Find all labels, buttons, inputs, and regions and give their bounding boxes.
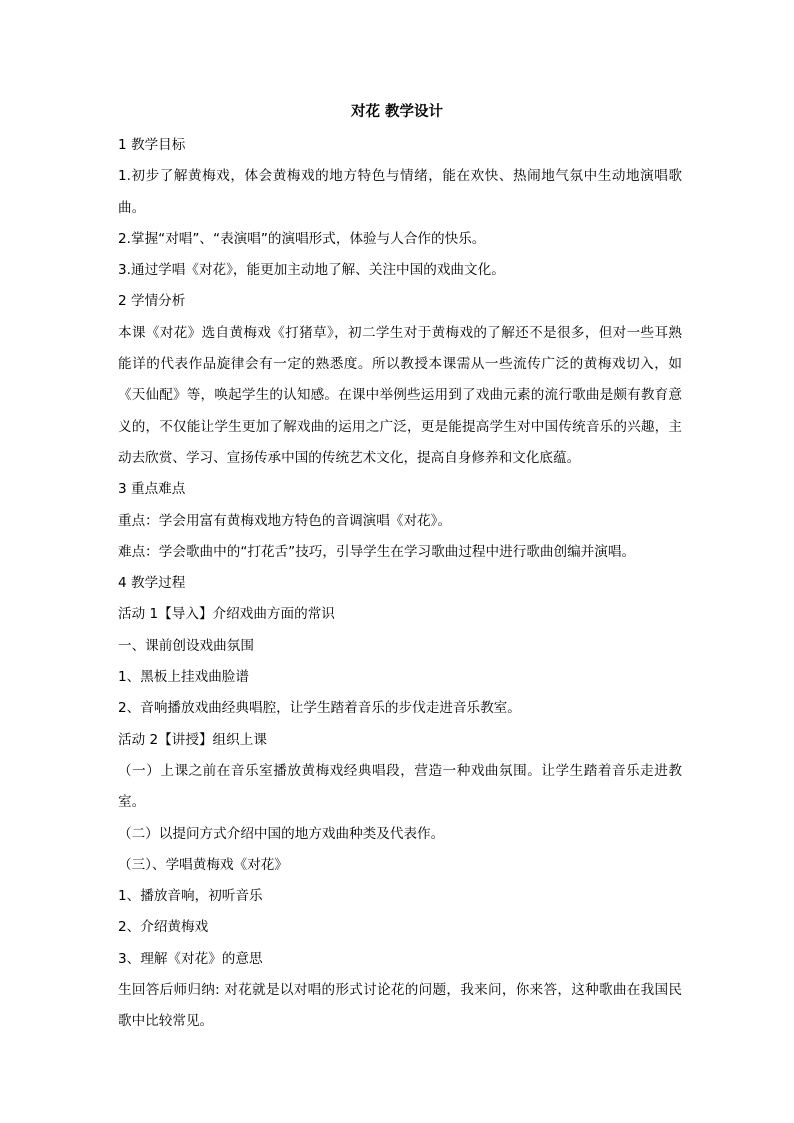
section-heading-key-points: 3 重点难点 [118,481,186,498]
document-title: 对花 教学设计 [350,104,444,120]
process-item: 1、黑板上挂戏曲脸谱 [118,669,249,686]
difficulty-item: 难点：学会歌曲中的“打花舌”技巧，引导学生在学习歌曲过程中进行歌曲创编并演唱。 [118,543,636,560]
process-item: （三）、学唱黄梅戏《对花》 [118,856,288,873]
process-item: （一）上课之前在音乐室播放黄梅戏经典唱段，营造一种戏曲氛围。让学生踏着音乐走进教室。 [118,762,682,811]
process-item: （二）以提问方式介绍中国的地方戏曲种类及代表作。 [118,825,445,842]
section-heading-objectives: 1 教学目标 [118,137,186,153]
section-heading-process: 4 教学过程 [118,575,186,592]
key-point-item: 重点：学会用富有黄梅戏地方特色的音调演唱《对花》。 [118,512,452,529]
objective-item: 2.掌握“对唱”、“表演唱”的演唱形式，体验与人合作的快乐。 [118,230,486,247]
objective-item: 1.初步了解黄梅戏，体会黄梅戏的地方特色与情绪，能在欢快、热闹地气氛中生动地演唱歌曲。 [118,168,682,216]
process-item: 一、课前创设戏曲氛围 [118,637,254,654]
section-heading-analysis: 2 学情分析 [118,293,186,310]
analysis-paragraph: 本课《对花》选自黄梅戏《打猪草》，初二学生对于黄梅戏的了解还不是很多，但对一些耳熟能详的代表作品旋律会有一定的熟悉度。所以教授本课需从一些流传广泛的黄梅戏切入，如《天仙配》等，唤起学生的认知感。在课中举例些运用到了戏曲元素的流行歌曲是颇有教育意义的，不仅能让学生更加了解戏曲的运用之广泛，更是能提高学生对中国传统音乐的兴趣，主动去欣赏、学习、宣扬传承中国的传统艺术文化，提高自身修养和文化底蕴。 [118,324,682,466]
objective-item: 3.通过学唱《对花》，能更加主动地了解、关注中国的戏曲文化。 [118,262,505,279]
process-item: 生回答后师归纳: 对花就是以对唱的形式讨论花的问题，我来问，你来答，这种歌曲在我国民歌中比较常见。 [118,982,682,1030]
process-item: 1、播放音响，初听音乐 [118,888,263,905]
process-item: 2、介绍黄梅戏 [118,919,209,936]
activity-heading: 活动 2【讲授】组织上课 [118,731,267,748]
activity-heading: 活动 1【导入】介绍戏曲方面的常识 [118,606,335,623]
document-body [118,130,682,1038]
process-item: 2、音响播放戏曲经典唱腔，让学生踏着音乐的步伐走进音乐教室。 [118,700,521,717]
process-item: 3、理解《对花》的意思 [118,950,263,967]
